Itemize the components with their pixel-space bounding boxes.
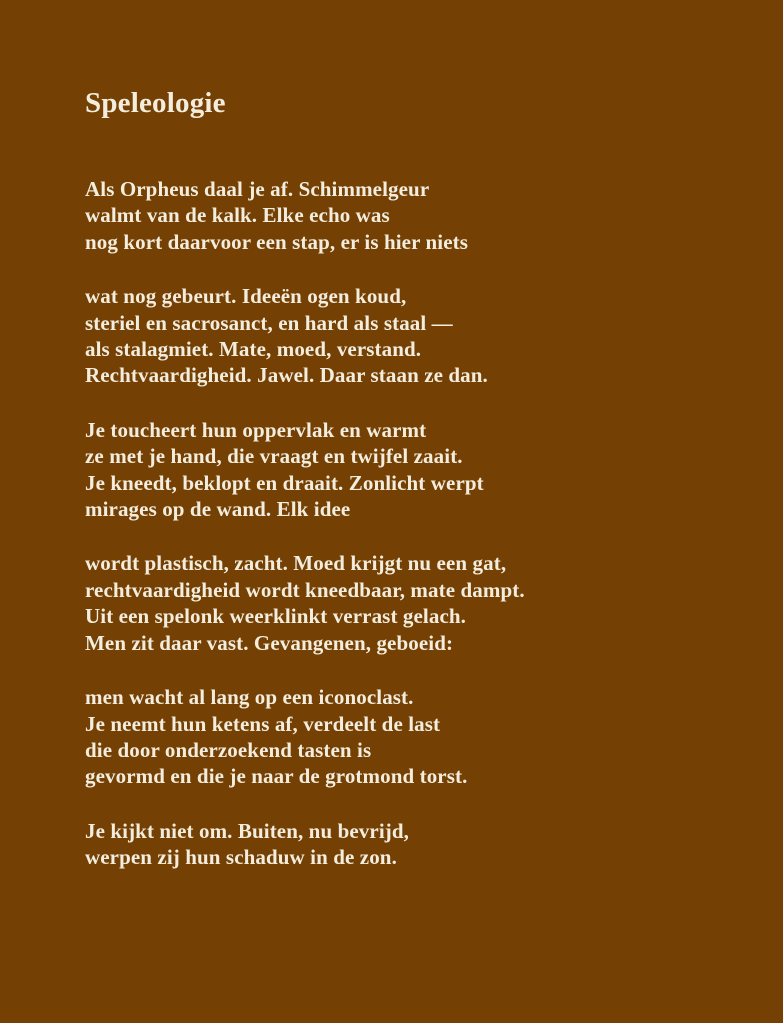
poem-stanza — [85, 417, 525, 523]
poem-line: werpen zij hun schaduw in de zon. — [85, 845, 397, 870]
poem-line: Je toucheert hun oppervlak en warmt — [85, 417, 427, 442]
poem-line: die door onderzoekend tasten is — [85, 737, 372, 762]
poem-stanza — [85, 283, 525, 389]
poem-stanza — [85, 684, 525, 790]
poem-stanza — [85, 818, 525, 871]
poem-line: nog kort daarvoor een stap, er is hier niets — [85, 229, 468, 254]
poem-line: steriel en sacrosanct, en hard als staal — — [85, 310, 453, 335]
poem-line: wordt plastisch, zacht. Moed krijgt nu een gat, — [85, 551, 507, 576]
poem-line: Uit een spelonk weerklinkt verrast gelach. — [85, 604, 466, 629]
poem-line: Je kneedt, beklopt en draait. Zonlicht werpt — [85, 470, 484, 495]
poem-line: walmt van de kalk. Elke echo was — [85, 203, 390, 228]
poem-line: als stalagmiet. Mate, moed, verstand. — [85, 337, 422, 362]
poem-line: ze met je hand, die vraagt en twijfel zaait. — [85, 444, 463, 469]
poem-line: Je neemt hun ketens af, verdeelt de last — [85, 711, 441, 736]
poem-body — [85, 176, 525, 899]
poem-line: men wacht al lang op een iconoclast. — [85, 685, 414, 710]
poem-line: mirages op de wand. Elk idee — [85, 497, 351, 522]
poem-line: gevormd en die je naar de grotmond torst. — [85, 764, 468, 789]
poem-line: Als Orpheus daal je af. Schimmelgeur — [85, 177, 430, 201]
poem-line: rechtvaardigheid wordt kneedbaar, mate dampt. — [85, 577, 525, 602]
poem-line: wat nog gebeurt. Ideeën ogen koud, — [85, 284, 407, 309]
poem-stanza — [85, 176, 525, 255]
poem-line: Men zit daar vast. Gevangenen, geboeid: — [85, 630, 454, 655]
poem-line: Rechtvaardigheid. Jawel. Daar staan ze dan. — [85, 363, 488, 388]
poem-stanza — [85, 550, 525, 656]
poem-line: Je kijkt niet om. Buiten, nu bevrijd, — [85, 818, 409, 843]
poem-title: Speleologie — [85, 87, 226, 119]
